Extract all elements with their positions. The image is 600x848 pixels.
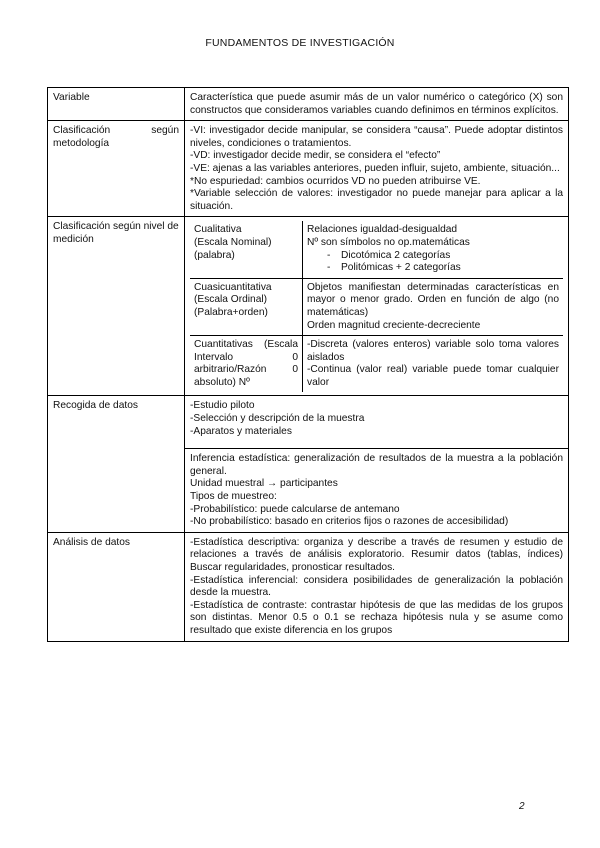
table-row-recogida bbox=[48, 396, 569, 449]
row-label-analisis: Análisis de datos bbox=[48, 532, 185, 641]
analisis-line: -Estadística de contraste: contrastar hipótesis de que las medidas de los grupos son distintas. Menor 0.5 o 0.1 se rechaza hipótesis nula y se asume como resultado que existe diferencia en los grupos bbox=[190, 599, 563, 636]
cuasicuantitativa-name bbox=[190, 278, 303, 335]
recogida-inferencia-line: Inferencia estadística: generalización de resultados de la muestra a la población general. bbox=[190, 453, 563, 477]
cuasicuantitativa-desc-line: Orden magnitud creciente-decreciente bbox=[307, 319, 481, 331]
analisis-line: -Estadística inferencial: considera posibilidades de generalización la población desde la muestra. bbox=[190, 574, 563, 599]
table-row-variable bbox=[48, 88, 569, 121]
analisis-line: -Estadística descriptiva: organiza y describe a través de resumen y estudio de relaciones a través de análisis exploratorio. Resumir datos (tablas, índices) Buscar regularidades, pronosticar resultados. bbox=[190, 536, 563, 573]
row-label-variable: Variable bbox=[48, 88, 185, 121]
metodologia-line: *No espuriedad: cambios ocurridos VD no pueden atribuirse VE. bbox=[190, 175, 481, 187]
recogida-block-1 bbox=[185, 396, 569, 449]
cualitativa-sub-item: - Dicotómica 2 categorías bbox=[307, 250, 559, 263]
metodologia-line: *Variable selección de valores: investigador no puede manejar para aplicar a la situación. bbox=[190, 188, 563, 212]
recogida-line: -Aparatos y materiales bbox=[190, 425, 292, 437]
cuantitativas-name: Cuantitativas (Escala Intervalo 0 arbitrario/Razón 0 absoluto) Nº bbox=[190, 336, 303, 393]
cualitativa-name-line: (Escala Nominal) bbox=[194, 236, 272, 248]
row-label-recogida: Recogida de datos bbox=[48, 396, 185, 532]
row-content-medicion bbox=[185, 217, 569, 396]
metodologia-line: -VE: ajenas a las variables anteriores, pueden influir, sujeto, ambiente, situación... bbox=[190, 162, 560, 174]
subtable-row-cualitativa bbox=[190, 221, 563, 278]
cualitativa-sub-item: - Politómicas + 2 categorías bbox=[307, 262, 559, 275]
table-row-medicion bbox=[48, 217, 569, 396]
cualitativa-name-line: (palabra) bbox=[194, 249, 235, 261]
cuasicuantitativa-desc-line: Objetos manifiestan determinadas características en mayor o menor grado. Orden en función de algo (no matemáticas) bbox=[307, 281, 559, 318]
cuasicuantitativa-desc bbox=[303, 278, 564, 335]
row-label-metodologia: Clasificación según metodología bbox=[48, 121, 185, 217]
cuantitativas-desc bbox=[303, 336, 564, 393]
recogida-line: -Estudio piloto bbox=[190, 400, 255, 412]
metodologia-line: -VD: investigador decide medir, se considera el “efecto” bbox=[190, 150, 441, 162]
recogida-inferencia-line: -Probabilístico: puede calcularse de antemano bbox=[190, 503, 400, 515]
row-content-metodologia bbox=[185, 121, 569, 217]
medicion-subtable bbox=[190, 221, 563, 392]
row-content-analisis bbox=[185, 532, 569, 641]
row-content-variable: Característica que puede asumir más de un valor numérico o categórico (X) son constructos que consideramos variables cuando definimos en términos explícitos. bbox=[185, 88, 569, 121]
subtable-row-cuasicuantitativa bbox=[190, 278, 563, 335]
page-header-title: FUNDAMENTOS DE INVESTIGACIÓN bbox=[205, 37, 395, 49]
cuasicuantitativa-name-line: Cuasicuantitativa bbox=[194, 281, 272, 293]
content-table bbox=[47, 87, 569, 642]
page-number: 2 bbox=[519, 801, 525, 812]
cualitativa-desc bbox=[303, 221, 564, 278]
recogida-inferencia-line: -No probabilístico: basado en criterios fijos o razones de accesibilidad) bbox=[190, 516, 509, 528]
cuasicuantitativa-name-line: (Palabra+orden) bbox=[194, 306, 268, 318]
cualitativa-desc-line: Nº son símbolos no op.matemáticas bbox=[307, 236, 470, 248]
row-label-medicion: Clasificación según nivel de medición bbox=[48, 217, 185, 396]
subtable-row-cuantitativas bbox=[190, 336, 563, 393]
cualitativa-name bbox=[190, 221, 303, 278]
cualitativa-desc-line: Relaciones igualdad-desigualdad bbox=[307, 224, 458, 236]
recogida-block-2 bbox=[185, 449, 569, 533]
cuantitativas-desc-line: -Continua (valor real) variable puede tomar cualquier valor bbox=[307, 364, 559, 388]
recogida-inferencia-line: Tipos de muestreo: bbox=[190, 491, 277, 503]
cualitativa-name-line: Cualitativa bbox=[194, 224, 242, 236]
recogida-inferencia-line: Unidad muestral → participantes bbox=[190, 478, 338, 490]
recogida-line: -Selección y descripción de la muestra bbox=[190, 413, 365, 425]
metodologia-line: -VI: investigador decide manipular, se considera “causa”. Puede adoptar distintos niveles, condiciones o tratamientos. bbox=[190, 125, 563, 149]
cuantitativas-desc-line: -Discreta (valores enteros) variable solo toma valores aislados bbox=[307, 339, 559, 363]
table-row-metodologia bbox=[48, 121, 569, 217]
cuasicuantitativa-name-line: (Escala Ordinal) bbox=[194, 294, 268, 306]
table-row-analisis bbox=[48, 532, 569, 641]
